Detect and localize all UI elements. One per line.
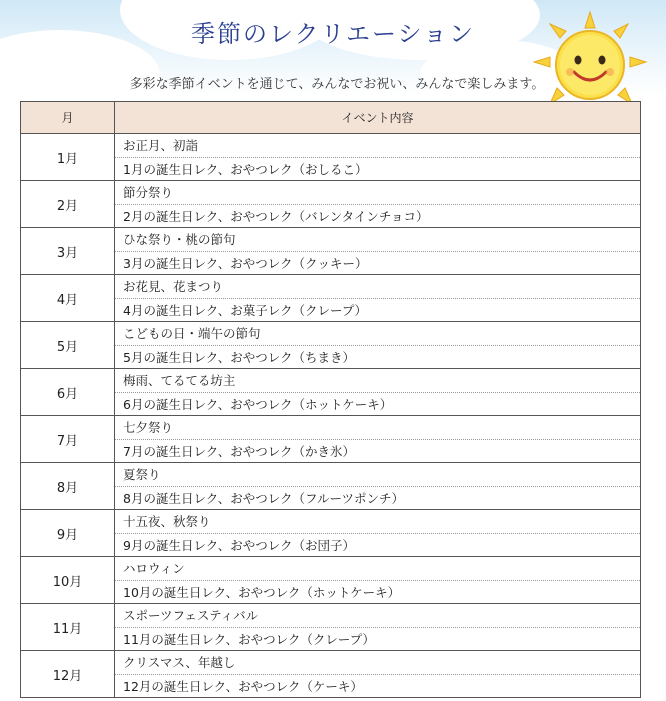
table-header-row bbox=[21, 102, 641, 134]
month-cell: 7月 bbox=[21, 416, 115, 463]
event-cell-main: クリスマス、年越し bbox=[115, 651, 641, 675]
event-cell-main: ひな祭り・桃の節句 bbox=[115, 228, 641, 252]
month-cell: 8月 bbox=[21, 463, 115, 510]
event-cell-main: スポーツフェスティバル bbox=[115, 604, 641, 628]
event-cell-main: 七夕祭り bbox=[115, 416, 641, 440]
table-row bbox=[21, 369, 641, 393]
column-header-month: 月 bbox=[21, 102, 115, 134]
month-cell: 10月 bbox=[21, 557, 115, 604]
event-cell-recreation: 6月の誕生日レク、おやつレク（ホットケーキ） bbox=[115, 392, 641, 416]
month-cell: 1月 bbox=[21, 134, 115, 181]
event-cell-main: ハロウィン bbox=[115, 557, 641, 581]
table-row bbox=[21, 463, 641, 487]
page-subtitle: 多彩な季節イベントを通じて、みんなでお祝い、みんなで楽しみます。 bbox=[129, 77, 545, 92]
month-cell: 5月 bbox=[21, 322, 115, 369]
event-cell-recreation: 10月の誕生日レク、おやつレク（ホットケーキ） bbox=[115, 580, 641, 604]
table-row bbox=[21, 275, 641, 299]
seasonal-events-table bbox=[20, 101, 641, 698]
column-header-events: イベント内容 bbox=[115, 102, 641, 134]
table-row bbox=[21, 604, 641, 628]
event-cell-recreation: 12月の誕生日レク、おやつレク（ケーキ） bbox=[115, 674, 641, 698]
event-cell-main: お正月、初詣 bbox=[115, 134, 641, 158]
event-cell-main: 夏祭り bbox=[115, 463, 641, 487]
month-cell: 11月 bbox=[21, 604, 115, 651]
event-cell-recreation: 8月の誕生日レク、おやつレク（フルーツポンチ） bbox=[115, 486, 641, 510]
table-row bbox=[21, 416, 641, 440]
table-row bbox=[21, 134, 641, 158]
table-row bbox=[21, 322, 641, 346]
event-cell-recreation: 7月の誕生日レク、おやつレク（かき氷） bbox=[115, 439, 641, 463]
page-title: 季節のレクリエーション bbox=[190, 20, 476, 48]
table-row bbox=[21, 651, 641, 675]
table-row bbox=[21, 557, 641, 581]
event-cell-main: 十五夜、秋祭り bbox=[115, 510, 641, 534]
event-cell-recreation: 11月の誕生日レク、おやつレク（クレープ） bbox=[115, 627, 641, 651]
month-cell: 2月 bbox=[21, 181, 115, 228]
event-cell-recreation: 2月の誕生日レク、おやつレク（バレンタインチョコ） bbox=[115, 204, 641, 228]
table-body bbox=[21, 134, 641, 698]
event-cell-recreation: 9月の誕生日レク、おやつレク（お団子） bbox=[115, 533, 641, 557]
month-cell: 6月 bbox=[21, 369, 115, 416]
event-cell-main: こどもの日・端午の節句 bbox=[115, 322, 641, 346]
month-cell: 4月 bbox=[21, 275, 115, 322]
month-cell: 9月 bbox=[21, 510, 115, 557]
month-cell: 12月 bbox=[21, 651, 115, 698]
table-row bbox=[21, 228, 641, 252]
event-cell-recreation: 4月の誕生日レク、お菓子レク（クレープ） bbox=[115, 298, 641, 322]
month-cell: 3月 bbox=[21, 228, 115, 275]
event-cell-main: 梅雨、てるてる坊主 bbox=[115, 369, 641, 393]
event-cell-recreation: 5月の誕生日レク、おやつレク（ちまき） bbox=[115, 345, 641, 369]
event-cell-main: 節分祭り bbox=[115, 181, 641, 205]
table-row bbox=[21, 510, 641, 534]
event-cell-recreation: 3月の誕生日レク、おやつレク（クッキー） bbox=[115, 251, 641, 275]
event-cell-main: お花見、花まつり bbox=[115, 275, 641, 299]
event-cell-recreation: 1月の誕生日レク、おやつレク（おしるこ） bbox=[115, 157, 641, 181]
table-row bbox=[21, 181, 641, 205]
